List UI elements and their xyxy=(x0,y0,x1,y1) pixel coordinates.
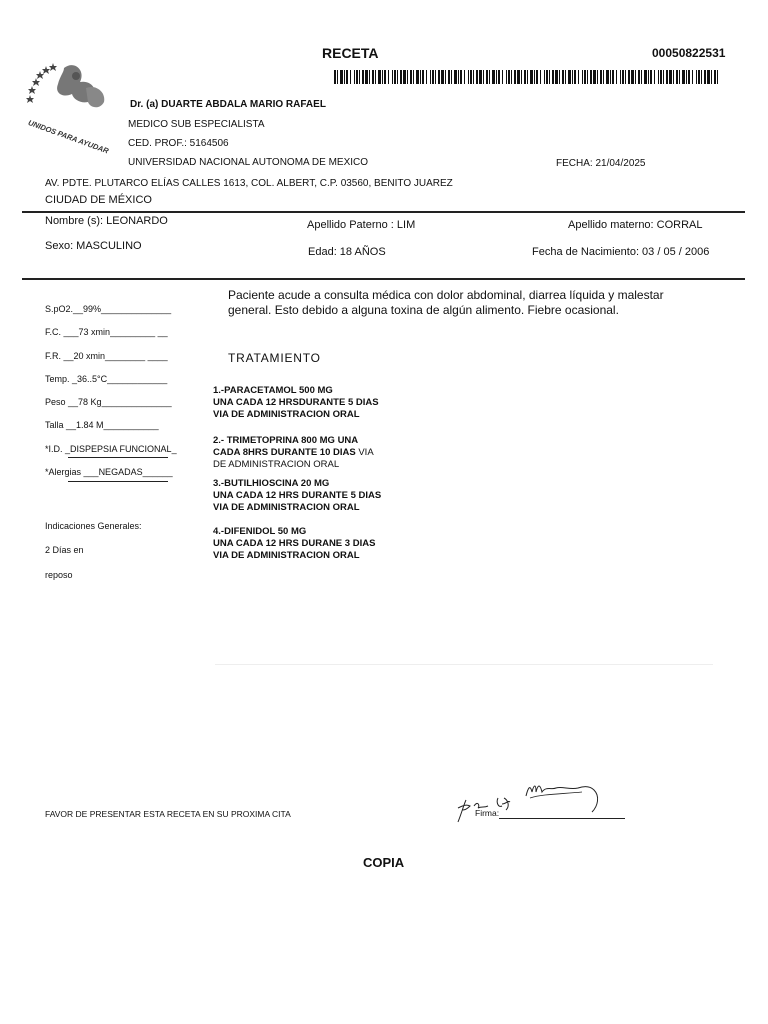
treatment-item xyxy=(213,526,375,562)
medication-dosage-text: CADA 8HRS DURANTE 10 DIAS xyxy=(213,447,356,458)
treatment-heading: TRATAMIENTO xyxy=(228,351,321,365)
indications-line-2: reposo xyxy=(45,570,73,580)
document-title: RECETA xyxy=(322,45,379,61)
barcode xyxy=(334,70,720,84)
vital-value: 78 Kg xyxy=(78,397,102,407)
patient-name: Nombre (s): LEONARDO xyxy=(45,215,168,227)
vital-label: *I.D. xyxy=(45,444,63,454)
clinic-city: CIUDAD DE MÉXICO xyxy=(45,194,152,206)
divider-bottom xyxy=(22,278,745,280)
medication-route: VIA DE ADMINISTRACION ORAL xyxy=(213,550,360,561)
vital-alergias: *Alergias ___NEGADAS______ xyxy=(45,467,173,477)
vital-value: NEGADAS xyxy=(98,467,143,477)
vital-fr: F.R. __20 xmin________ ____ xyxy=(45,351,168,361)
vital-label: F.R. xyxy=(45,351,62,361)
clinical-notes-line-1: Paciente acude a consulta médica con dolor abdominal, diarrea líquida y malestar xyxy=(228,288,664,302)
medication-route: VIA DE ADMINISTRACION ORAL xyxy=(213,502,360,513)
doctor-specialty: MEDICO SUB ESPECIALISTA xyxy=(128,119,265,130)
footer-note: FAVOR DE PRESENTAR ESTA RECETA EN SU PROXIMA CITA xyxy=(45,809,291,819)
medication-dosage: UNA CADA 12 HRS DURANE 3 DIAS xyxy=(213,538,376,549)
treatment-item xyxy=(213,385,379,421)
vital-value: 20 xmin xyxy=(73,351,106,361)
vital-label: F.C. xyxy=(45,327,62,337)
vital-label: S.pO2. xyxy=(45,304,74,314)
indications-line-1: 2 Días en xyxy=(45,545,84,555)
medication-dosage xyxy=(213,447,374,459)
vital-fc: F.C. ___73 xmin_________ __ xyxy=(45,327,168,337)
medication-dosage: UNA CADA 12 HRS DURANTE 5 DIAS xyxy=(213,490,382,501)
vital-value: 73 xmin xyxy=(78,327,111,337)
patient-surname-paternal: Apellido Paterno : LIM xyxy=(307,219,416,231)
vital-label: *Alergias xyxy=(45,467,82,477)
medication-name: 3.-BUTILHIOSCINA 20 MG xyxy=(213,478,330,489)
patient-sex: Sexo: MASCULINO xyxy=(45,240,142,252)
patient-age: Edad: 18 AÑOS xyxy=(308,246,386,258)
signature-label: Firma: xyxy=(475,808,500,818)
vital-value: 99% xyxy=(83,304,102,314)
clinical-notes-line-2: general. Esto debido a alguna toxina de algún alimento. Fiebre ocasional. xyxy=(228,303,619,317)
medication-name: 1.-PARACETAMOL 500 MG xyxy=(213,385,333,396)
vital-spo2: S.pO2.__99%______________ xyxy=(45,304,172,314)
vital-value: 1.84 M xyxy=(76,420,104,430)
divider-top xyxy=(22,211,745,213)
logo-text: UNIDOS PARA AYUDAR xyxy=(26,118,110,156)
vital-label: Peso xyxy=(45,397,66,407)
vital-temp: Temp. _36..5°C____________ xyxy=(45,374,168,384)
vital-peso: Peso __78 Kg______________ xyxy=(45,397,172,407)
prescription-date: FECHA: 21/04/2025 xyxy=(556,158,646,169)
medication-route: VIA DE ADMINISTRACION ORAL xyxy=(213,409,360,420)
signature-line xyxy=(499,818,625,819)
treatment-item xyxy=(213,435,374,471)
vital-label: Temp. xyxy=(45,374,70,384)
medication-route: DE ADMINISTRACION ORAL xyxy=(213,459,340,470)
faint-separator xyxy=(215,664,713,665)
medication-name: 4.-DIFENIDOL 50 MG xyxy=(213,526,307,537)
signature-field xyxy=(475,808,499,818)
folio-number: 00050822531 xyxy=(652,46,726,60)
doctor-university: UNIVERSIDAD NACIONAL AUTONOMA DE MEXICO xyxy=(128,157,369,168)
patient-birthdate: Fecha de Nacimiento: 03 / 05 / 2006 xyxy=(532,246,710,258)
doctor-cedula: CED. PROF.: 5164506 xyxy=(128,138,229,149)
vital-talla: Talla __1.84 M___________ xyxy=(45,420,159,430)
indications-heading: Indicaciones Generales: xyxy=(45,521,142,531)
vital-value: DISPEPSIA FUNCIONAL xyxy=(70,444,172,454)
vital-id: *I.D. _DISPEPSIA FUNCIONAL_ xyxy=(45,444,177,454)
patient-surname-maternal: Apellido materno: CORRAL xyxy=(568,219,703,231)
vital-label: Talla xyxy=(45,420,64,430)
treatment-item xyxy=(213,478,381,514)
medication-route-start: VIA xyxy=(355,447,374,458)
vital-id-underline xyxy=(68,457,168,458)
vital-alergias-underline xyxy=(68,481,168,482)
doctor-name: Dr. (a) DUARTE ABDALA MARIO RAFAEL xyxy=(130,99,326,110)
copy-stamp: COPIA xyxy=(363,855,405,870)
medication-dosage: UNA CADA 12 HRSDURANTE 5 DIAS xyxy=(213,397,379,408)
vital-value: 36..5°C xyxy=(77,374,108,384)
medication-name: 2.- TRIMETOPRINA 800 MG UNA xyxy=(213,435,359,446)
clinic-address: AV. PDTE. PLUTARCO ELÍAS CALLES 1613, COL. ALBERT, C.P. 03560, BENITO JUAREZ xyxy=(45,178,453,189)
